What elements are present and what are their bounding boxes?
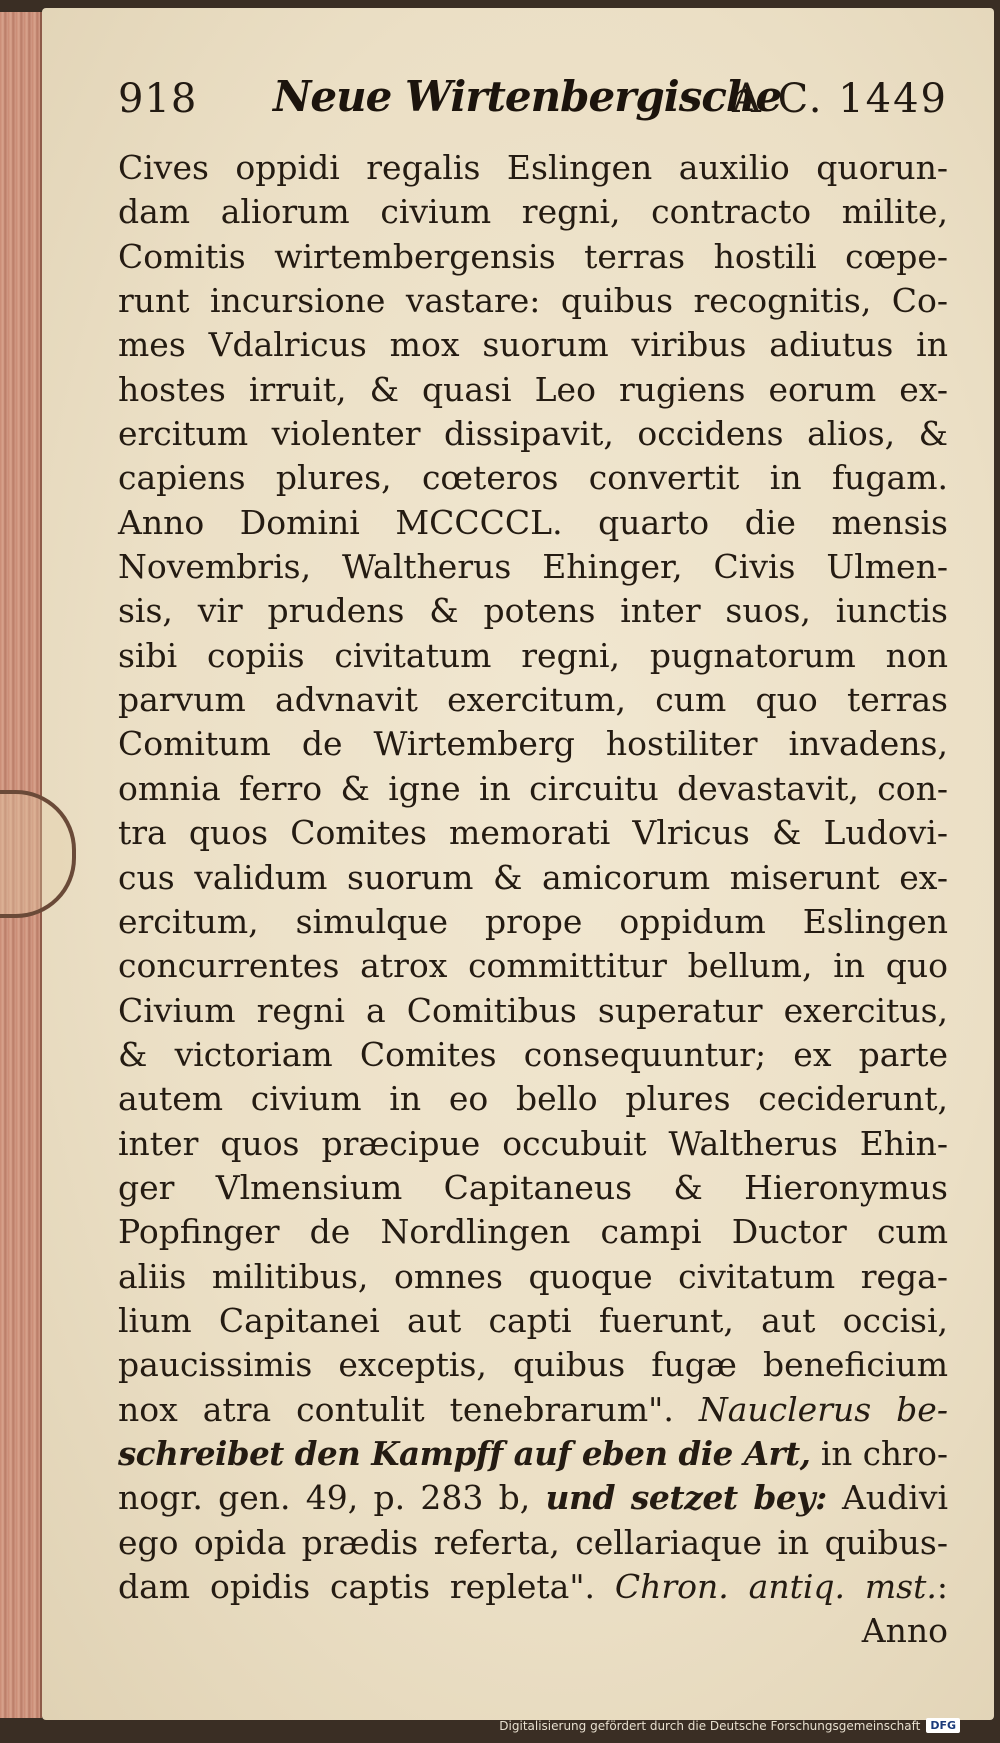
text-segment: sis, vir prudens & potens inter suos, iunctis [118,591,948,631]
text-segment: : [936,1567,948,1606]
text-segment: paucissimis exceptis, quibus fugæ beneficium [118,1345,948,1385]
text-segment: runt incursione vastare: quibus recognitis, Co- [118,281,948,321]
text-line [118,1166,948,1210]
page-number: 918 [118,76,198,122]
credit-text: Digitalisierung gefördert durch die Deutsche Forschungsgemeinschaft [499,1718,921,1733]
text-segment: schreibet den Kampff auf eben die Art, [118,1433,811,1473]
text-segment: ger Vlmensium Capitaneus & Hieronymus [118,1167,948,1207]
text-segment: concurrentes atrox committitur bellum, in quo [118,946,948,986]
text-line [118,989,948,1033]
text-segment: dam opidis captis repleta". [118,1567,615,1606]
text-segment: parvum advnavit exercitum, cum quo terras [118,680,948,720]
text-line [118,368,948,412]
text-segment: omnia ferro & igne in circuitu devastavit, con- [118,768,948,808]
text-line [118,856,948,900]
text-line [118,634,948,678]
text-segment: cus validum suorum & amicorum miserunt ex- [118,857,948,897]
text-line [118,190,948,234]
text-line [118,456,948,500]
text-segment: ercitum violenter dissipavit, occidens alios, & [118,414,948,454]
text-line [118,767,948,811]
text-segment: Chron. antiq. mst. [614,1567,937,1606]
text-line [118,589,948,633]
text-segment: autem civium in eo bello plures ceciderunt, [118,1079,948,1119]
text-segment: nox atra contulit tenebrarum". [118,1389,699,1429]
body-text [118,146,948,1654]
text-segment: hostes irruit, & quasi Leo rugiens eorum ex- [118,369,948,409]
text-segment: ego opida prædis referta, cellariaque in quibus- [118,1522,948,1562]
text-line [118,1210,948,1254]
text-line [118,501,948,545]
digitization-credit [499,1718,960,1733]
text-segment: capiens plures, cœteros convertit in fugam. [118,458,948,498]
text-line [118,1432,948,1476]
text-line [118,1033,948,1077]
text-line [118,1476,948,1520]
text-line [118,1388,948,1432]
text-segment: nogr. gen. 49, p. 283 b, [118,1478,546,1518]
text-segment: Comitum de Wirtemberg hostiliter invadens, [118,724,948,764]
text-line [118,1077,948,1121]
text-segment: tra quos Comites memorati Vlricus & Ludovi- [118,813,948,853]
text-segment: & victoriam Comites consequuntur; ex parte [118,1034,948,1074]
text-line [118,1521,948,1565]
text-segment: aliis militibus, omnes quoque civitatum rega- [118,1256,948,1296]
text-segment: und setzet bey: [545,1478,827,1518]
text-segment: Comitis wirtembergensis terras hostili cœpe- [118,236,948,276]
text-line [118,1565,948,1609]
text-segment: lium Capitanei aut capti fuerunt, aut occisi, [118,1300,948,1340]
text-segment: ercitum, simulque prope oppidum Eslingen [118,901,948,941]
text-segment: Popfinger de Nordlingen campi Ductor cum [118,1212,948,1252]
text-segment: in chro- [810,1434,948,1473]
text-segment: mes Vdalricus mox suorum viribus adiutus in [118,325,948,365]
text-segment: sibi copiis civitatum regni, pugnatorum non [118,635,948,675]
text-line [118,1343,948,1387]
running-year: A C. 1449 [731,76,948,122]
text-segment: Cives oppidi regalis Eslingen auxilio quorun- [118,148,948,187]
text-line [118,1122,948,1166]
text-segment: dam aliorum civium regni, contracto milite, [118,192,948,232]
text-line [118,811,948,855]
running-head [118,68,948,128]
text-line [118,146,948,190]
text-line [118,1255,948,1299]
text-line [118,412,948,456]
text-segment: Audivi [826,1478,949,1518]
text-line [118,944,948,988]
text-line [118,900,948,944]
text-segment: Nauclerus be- [698,1389,948,1429]
text-line [118,279,948,323]
text-segment: Novembris, Waltherus Ehinger, Civis Ulmen- [118,547,948,587]
text-line [118,545,948,589]
text-line [118,678,948,722]
text-line [118,323,948,367]
text-line [118,1609,948,1653]
text-segment: inter quos præcipue occubuit Waltherus Ehin- [118,1123,948,1163]
text-line [118,722,948,766]
text-line [118,235,948,279]
running-title: Neue Wirtenbergische [273,72,782,121]
text-segment: Civium regni a Comitibus superatur exercitus, [118,990,948,1030]
dfg-logo: DFG [926,1718,960,1733]
text-segment: Anno Domini MCCCCL. quarto die mensis [118,502,948,542]
text-line [118,1299,948,1343]
text-segment: Anno [861,1611,948,1651]
